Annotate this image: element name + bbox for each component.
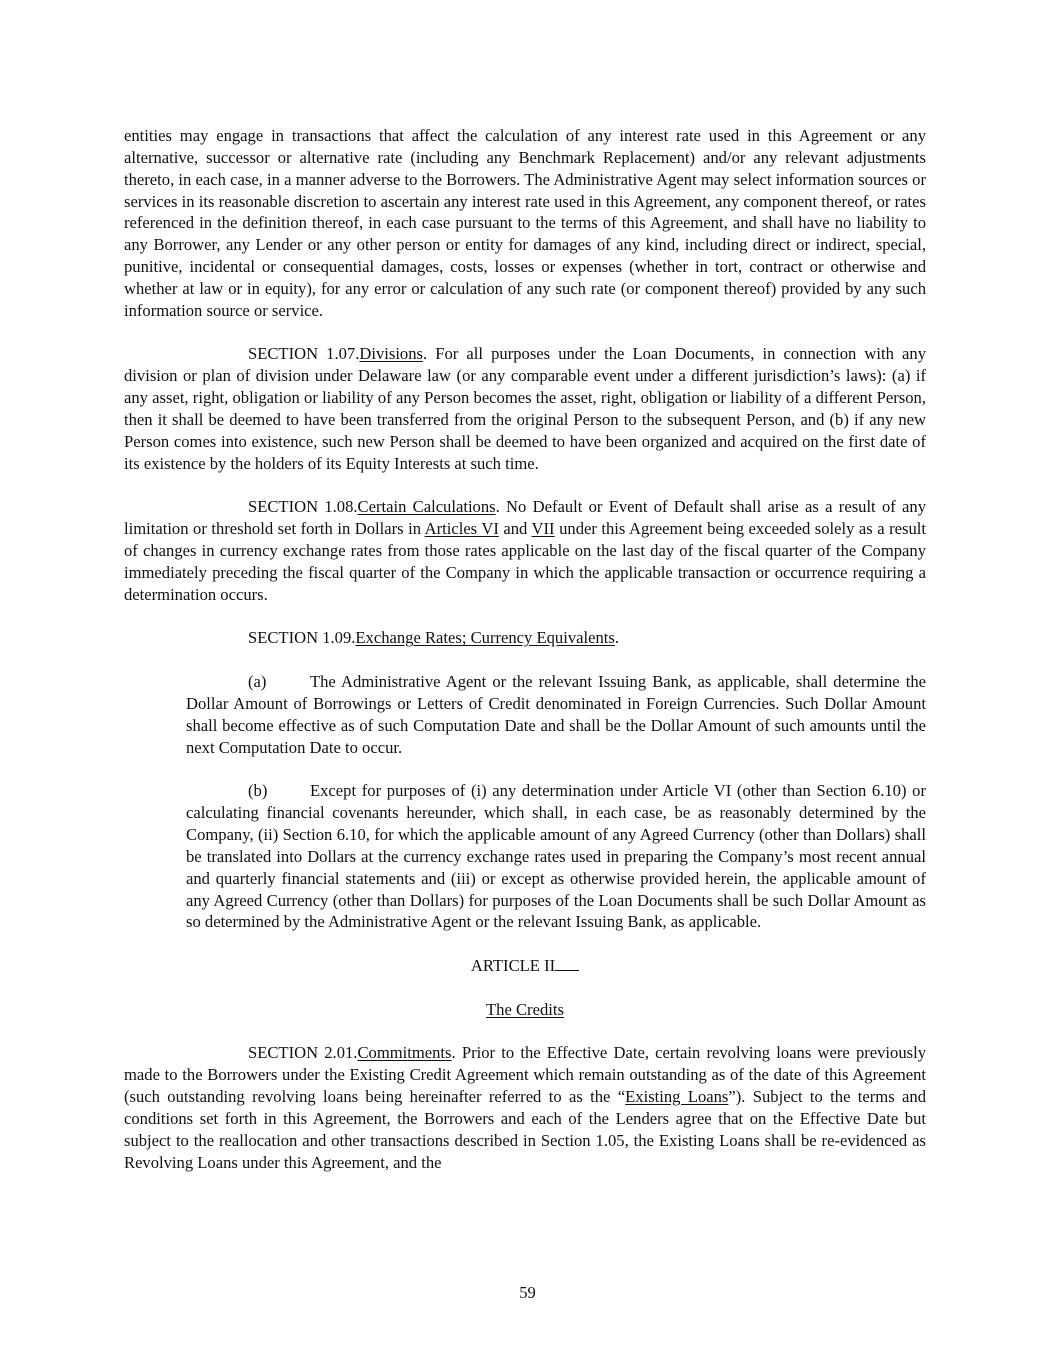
article-heading (124, 955, 926, 977)
section-number: SECTION 1.08. (248, 497, 358, 517)
section-2-01 (124, 1042, 926, 1173)
section-number: SECTION 1.09. (248, 628, 356, 648)
section-punct: . (495, 497, 507, 517)
section-punct: . (614, 628, 619, 648)
page-number: 59 (519, 1283, 536, 1302)
cross-reference-articles-vi: Articles VI (424, 519, 499, 539)
section-1-08 (124, 496, 926, 605)
section-punct: . (451, 1043, 462, 1063)
section-punct: . (422, 344, 436, 364)
section-body: No Default or Event of Default shall arise as a result of any limitation or threshold set forth in Dollars in (124, 497, 926, 539)
document-page (124, 125, 926, 1174)
cross-reference-vii: VII (531, 519, 555, 539)
section-number: SECTION 1.07. (248, 344, 360, 364)
section-body: ”). Subject to the terms and conditions set forth in this Agreement, the Borrowers and each of the Lenders agree that on the Effective Date but subject to the reallocation and other transactions described in Section 1.05, the Existing Loans shall be re-evidenced as Revolving Loans under this Agreement, and the (124, 1087, 926, 1172)
clause-body: The Administrative Agent or the relevant Issuing Bank, as applicable, shall determine the Dollar Amount of Borrowings or Letters of Credit denominated in Foreign Currencies. Such Dollar Amount shall become effective as of such Computation Date and shall be the Dollar Amount of such amounts until the next Computation Date to occur. (186, 672, 926, 757)
article-subtitle (124, 999, 926, 1021)
clause-body: Except for purposes of (i) any determination under Article VI (other than Section 6.10) or calculating financial covenants hereunder, which shall, in each case, be as reasonably determined by the Company, (ii) Section 6.10, for which the applicable amount of any Agreed Currency (other than Dollars) shall be translated into Dollars at the currency exchange rates used in preparing the Company’s most recent annual and quarterly financial statements and (iii) or except as otherwise provided herein, the applicable amount of any Agreed Currency (other than Dollars) for purposes of the Loan Documents shall be such Dollar Amount as so determined by the Administrative Agent or the relevant Issuing Bank, as applicable. (186, 781, 926, 932)
section-title: Exchange Rates; Currency Equivalents (355, 628, 615, 648)
section-title: Commitments (357, 1043, 452, 1063)
defined-term: Existing Loans (625, 1087, 729, 1107)
section-body: and (498, 519, 532, 539)
section-1-07 (124, 343, 926, 474)
article-title: The Credits (486, 999, 564, 1019)
section-number: SECTION 2.01. (248, 1043, 358, 1063)
section-title: Certain Calculations (357, 497, 496, 517)
section-1-09-b (186, 780, 926, 933)
section-title: Divisions (359, 344, 423, 364)
section-body: under this Agreement being exceeded solely as a result of changes in currency exchange rates from those rates applicable on the last day of the fiscal quarter of the Company immediately preceding the fiscal quarter of the Company in which the applicable transaction or occurrence requiring a determination occurs. (124, 519, 926, 604)
intro-paragraph: entities may engage in transactions that affect the calculation of any interest rate used in this Agreement or any alternative, successor or alternative rate (including any Benchmark Replacement) and/or any relevant adjustments thereto, in each case, in a manner adverse to the Borrowers. The Administrative Agent may select information sources or services in its reasonable discretion to ascertain any interest rate used in this Agreement, any component thereof, or rates referenced in the definition thereof, in each case pursuant to the terms of this Agreement, and shall have no liability to any Borrower, any Lender or any other person or entity for damages of any kind, including direct or indirect, special, punitive, incidental or consequential damages, costs, losses or expenses (whether in tort, contract or otherwise and whether at law or in equity), for any error or calculation of any such rate (or component thereof) provided by any such information source or service. (124, 126, 926, 320)
section-body: For all purposes under the Loan Documents, in connection with any division or plan of division under Delaware law (or any comparable event under a different jurisdiction’s laws): (a) if any asset, right, obligation or liability of any Person becomes the asset, right, obligation or liability of a different Person, then it shall be deemed to have been transferred from the original Person to the subsequent Person, and (b) if any new Person comes into existence, such new Person shall be deemed to have been organized and acquired on the first date of its existence by the holders of its Equity Interests at such time. (124, 344, 926, 473)
clause-label: (a) (248, 672, 267, 692)
section-1-09-heading (124, 627, 926, 649)
article-number: ARTICLE II (470, 956, 556, 976)
section-body: Prior to the Effective Date, certain revolving loans were previously made to the Borrowers under the Existing Credit Agreement which remain outstanding as of the date of this Agreement (such outstanding revolving loans being hereinafter referred to as the “ (124, 1043, 926, 1107)
clause-label: (b) (248, 781, 268, 801)
heading-underline-spacer (555, 956, 579, 971)
section-1-09-a (186, 671, 926, 758)
